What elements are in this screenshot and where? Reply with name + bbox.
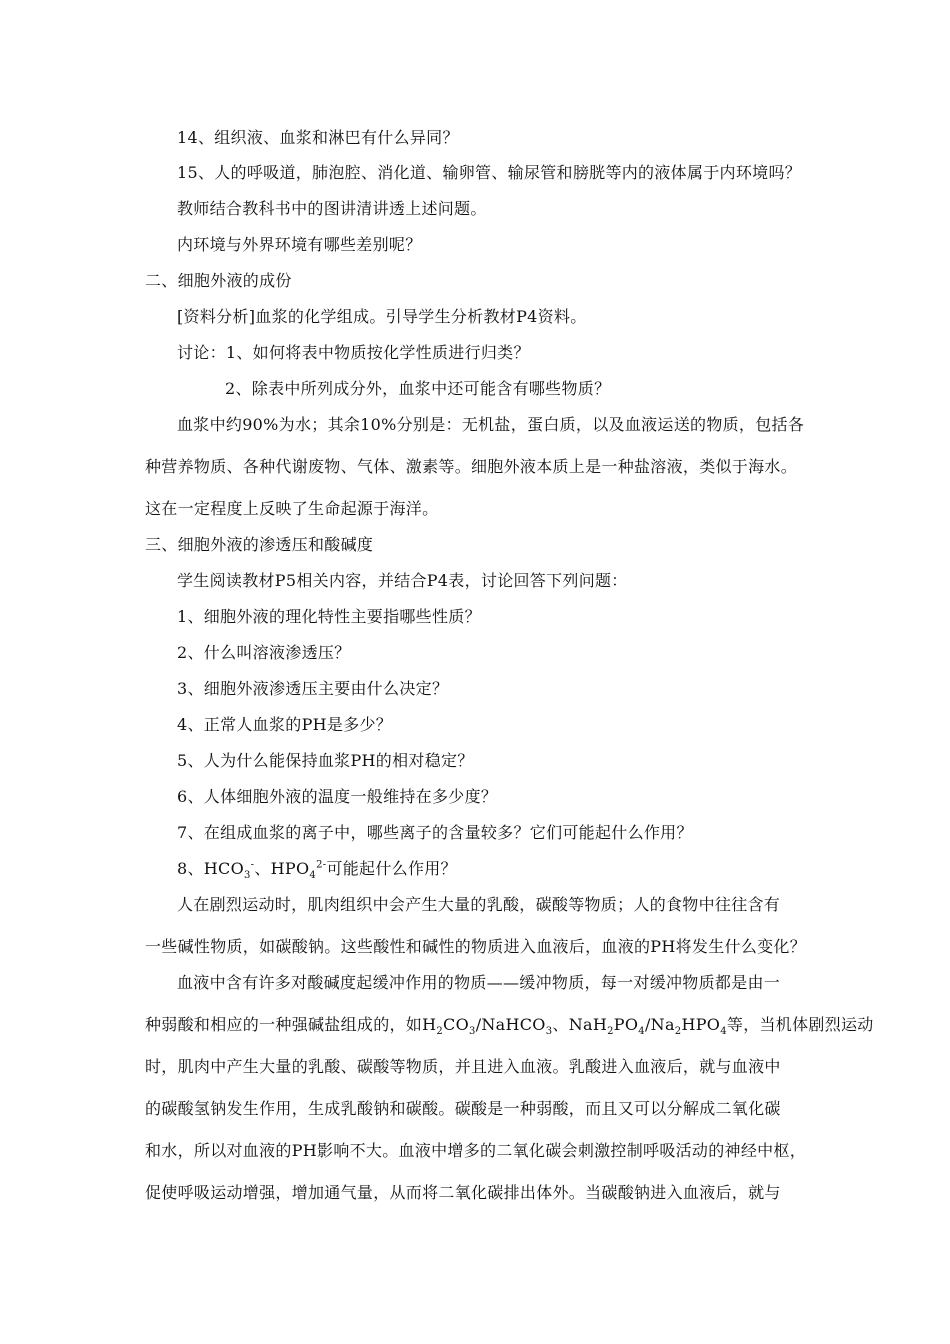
question-14: 14、组织液、血浆和淋巴有什么异同？ (177, 128, 459, 147)
environment-question: 内环境与外界环境有哪些差别呢？ (177, 235, 422, 254)
paragraph-buffer-line-2: 种弱酸和相应的一种强碱盐组成的，如$H_2CO_3/NaHCO_3$、$NaH_2PO_4/Na_2HPO_4$等，当机体剧烈运动 (145, 1015, 874, 1038)
teacher-note: 教师结合教科书中的图讲清讲透上述问题。 (177, 199, 487, 218)
question-1: 1、细胞外液的理化特性主要指哪些性质？ (177, 607, 481, 626)
paragraph-exercise-line-1: 人在剧烈运动时，肌肉组织中会产生大量的乳酸，碳酸等物质；人的食物中往往含有 (177, 895, 781, 914)
hydrogen-phosphate-ion: $HPO_4^{2-}$ (270, 859, 327, 882)
question-4: 4、正常人血浆的PH是多少？ (177, 715, 393, 734)
buffer-formulas: $H_2CO_3/NaHCO_3$、$NaH_2PO_4/Na_2HPO_4$ (422, 1015, 727, 1038)
paragraph-plasma-line-3: 这在一定程度上反映了生命起源于海洋。 (145, 499, 439, 518)
question-3: 3、细胞外液渗透压主要由什么决定？ (177, 679, 449, 698)
paragraph-exercise-line-2: 一些碱性物质，如碳酸钠。这些酸性和碱性的物质进入血液后，血液的PH将发生什么变化？ (145, 937, 807, 956)
section-heading-3: 三、细胞外液的渗透压和酸碱度 (145, 535, 374, 554)
question-15: 15、人的呼吸道，肺泡腔、消化道、输卵管、输尿管和膀胱等内的液体属于内环境吗？ (177, 163, 802, 182)
question-7: 7、在组成血浆的离子中，哪些离子的含量较多？它们可能起什么作用？ (177, 823, 693, 842)
section-heading-2: 二、细胞外液的成份 (145, 271, 292, 290)
paragraph-buffer-line-4: 的碳酸氢钠发生作用，生成乳酸钠和碳酸。碳酸是一种弱酸，而且又可以分解成二氧化碳 (145, 1099, 781, 1118)
discussion-1: 讨论：1、如何将表中物质按化学性质进行归类？ (177, 343, 530, 362)
paragraph-buffer-line-3: 时，肌肉中产生大量的乳酸、碳酸等物质，并且进入血液。乳酸进入血液后，就与血液中 (145, 1057, 781, 1076)
paragraph-buffer-line-1: 血液中含有许多对酸碱度起缓冲作用的物质——缓冲物质，每一对缓冲物质都是由一 (177, 973, 781, 992)
data-analysis-line: [资料分析]血浆的化学组成。引导学生分析教材P4资料。 (177, 307, 587, 326)
question-5: 5、人为什么能保持血浆PH的相对稳定？ (177, 751, 474, 770)
question-2: 2、什么叫溶液渗透压？ (177, 643, 351, 662)
paragraph-plasma-line-1: 血浆中约90%为水；其余10%分别是：无机盐，蛋白质，以及血液运送的物质，包括各 (177, 415, 805, 434)
paragraph-buffer-line-6: 促使呼吸运动增强，增加通气量，从而将二氧化碳排出体外。当碳酸钠进入血液后，就与 (145, 1183, 781, 1202)
reading-instruction: 学生阅读教材P5相关内容，并结合P4表，讨论回答下列问题： (177, 571, 628, 590)
paragraph-plasma-line-2: 种营养物质、各种代谢废物、气体、激素等。细胞外液本质上是一种盐溶液，类似于海水。 (145, 457, 798, 476)
paragraph-buffer-line-5: 和水，所以对血液的PH影响不大。血液中增多的二氧化碳会刺激控制呼吸活动的神经中枢， (145, 1141, 807, 1160)
question-6: 6、人体细胞外液的温度一般维持在多少度？ (177, 787, 498, 806)
question-8: 8、$HCO_3^-$、$HPO_4^{2-}$可能起什么作用？ (177, 859, 457, 882)
bicarbonate-ion: $HCO_3^-$ (203, 859, 255, 882)
discussion-2: 2、除表中所列成分外，血浆中还可能含有哪些物质？ (225, 379, 611, 398)
